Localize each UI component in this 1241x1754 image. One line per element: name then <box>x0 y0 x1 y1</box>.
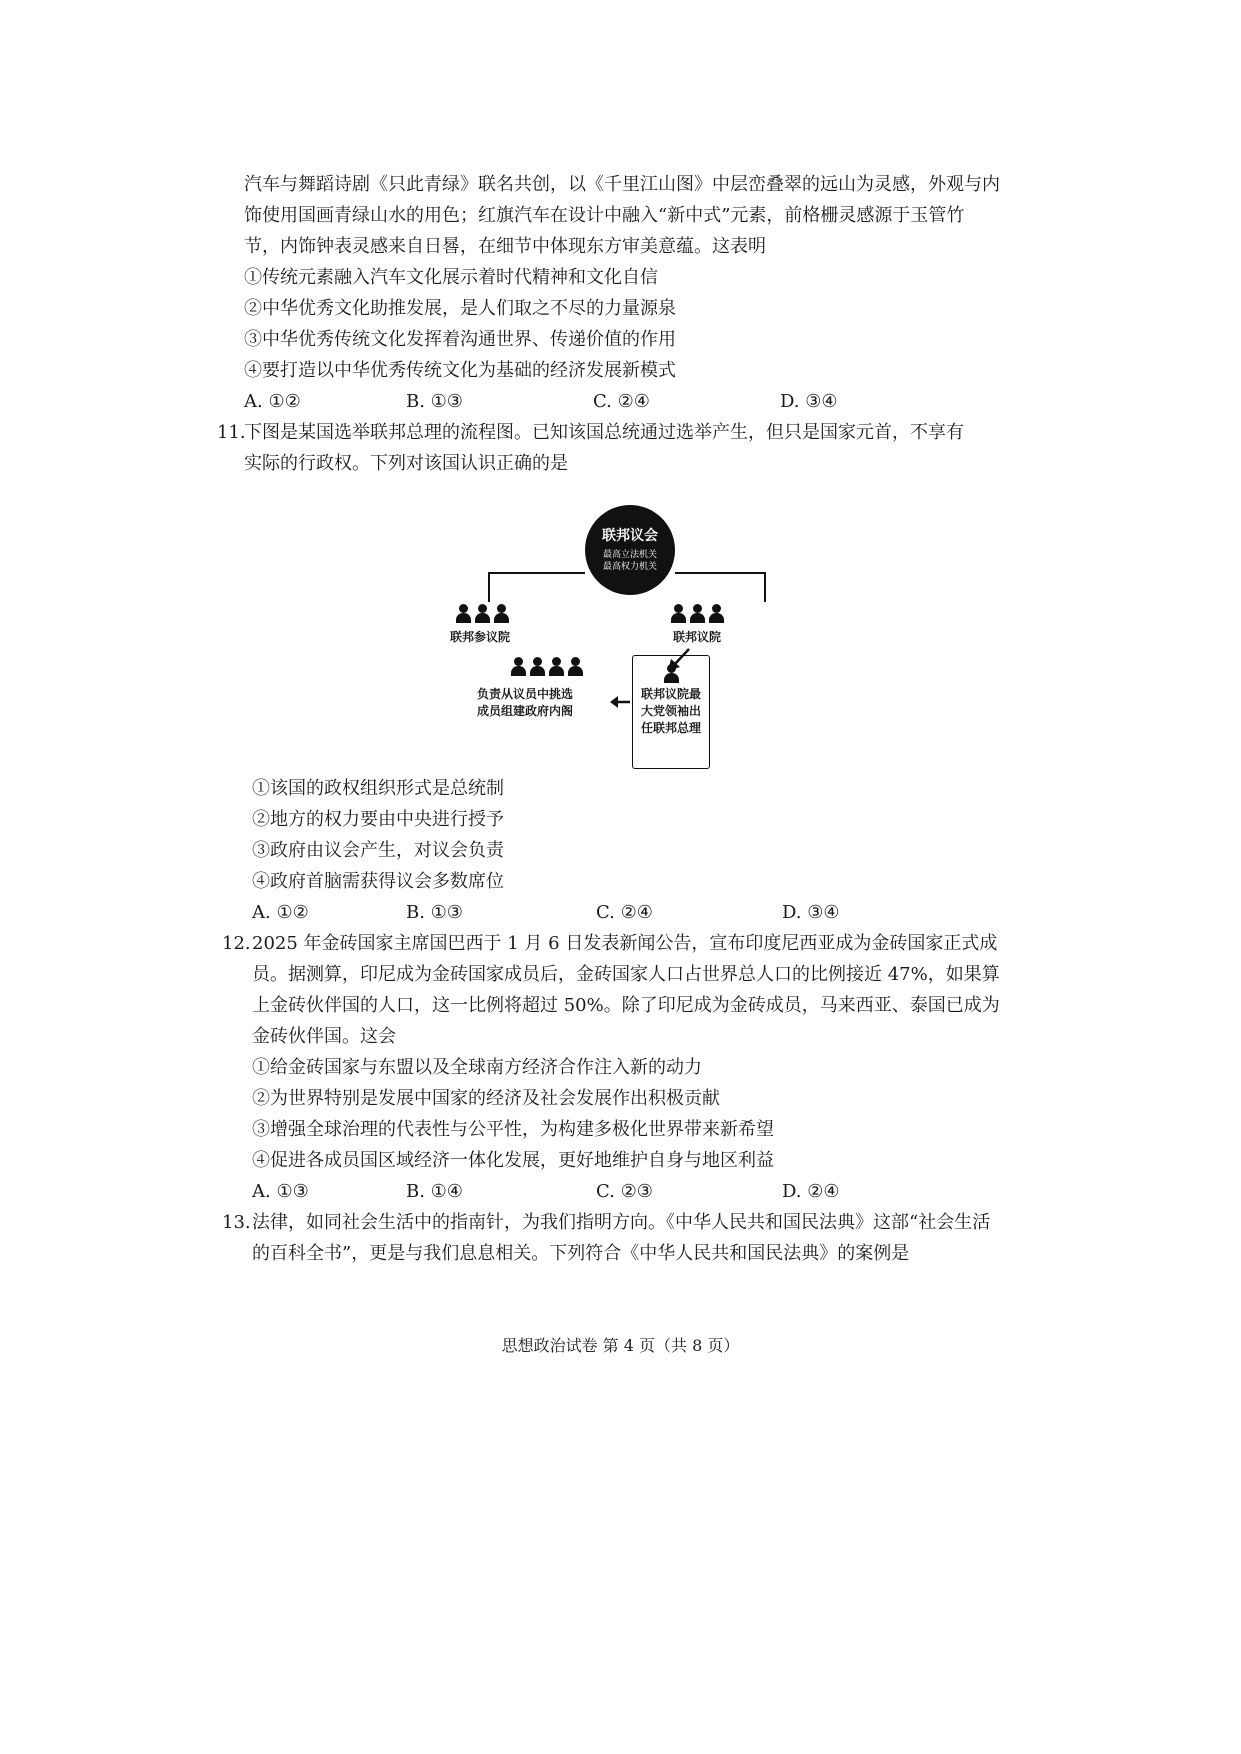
q11-option-d: D. ③④ <box>782 902 840 923</box>
q10-statement-4: ④要打造以中华优秀传统文化为基础的经济发展新模式 <box>244 360 676 381</box>
q12-line-1: 2025 年金砖国家主席国巴西于 1 月 6 日发表新闻公告，宣布印度尼西亚成为金砖国家正式成 <box>252 933 998 954</box>
connector-right-v <box>764 572 766 602</box>
q11-number: 11. <box>217 422 246 443</box>
q10-statement-3: ③中华优秀传统文化发挥着沟通世界、传递价值的作用 <box>244 329 676 350</box>
federal-assembly-title: 联邦议会 <box>602 528 658 544</box>
q12-line-3: 上金砖伙伴国的人口，这一比例将超过 50%。除了印尼成为金砖成员，马来西亚、泰国已成为 <box>252 995 1000 1016</box>
q13-number: 13. <box>222 1212 251 1233</box>
person-icon <box>529 657 546 677</box>
person-icon <box>493 604 510 624</box>
connector-right-h <box>675 572 765 574</box>
person-icon <box>510 657 527 677</box>
q12-option-d: D. ②④ <box>782 1181 840 1202</box>
person-icon <box>455 604 472 624</box>
person-icon <box>670 604 687 624</box>
chancellor-box <box>632 655 710 769</box>
cabinet-label-1: 负责从议员中挑选 <box>477 687 574 701</box>
q10-option-b: B. ①③ <box>406 391 463 412</box>
person-icon <box>663 664 680 684</box>
chancellor-label-1: 联邦议院最 <box>640 687 701 701</box>
bundestag-people-icons <box>670 604 725 624</box>
q11-statement-4: ④政府首脑需获得议会多数席位 <box>252 871 504 892</box>
q11-statement-3: ③政府由议会产生，对议会负责 <box>252 840 504 861</box>
chancellor-label-2: 大党领袖出 <box>640 704 701 718</box>
federal-assembly-sub-1: 最高立法机关 <box>602 550 657 560</box>
q12-statement-4: ④促进各成员国区域经济一体化发展，更好地维护自身与地区利益 <box>252 1150 774 1171</box>
q10-option-d: D. ③④ <box>780 391 838 412</box>
bundestag-label: 联邦议院 <box>673 630 722 644</box>
cabinet-label-2: 成员组建政府内阁 <box>477 704 574 718</box>
chancellor-label-3: 任联邦总理 <box>640 721 701 735</box>
q10-line-3: 节，内饰钟表灵感来自日晷，在细节中体现东方审美意蕴。这表明 <box>244 236 766 257</box>
q11-line-2: 实际的行政权。下列对该国认识正确的是 <box>244 453 568 474</box>
q10-option-c: C. ②④ <box>593 391 650 412</box>
q10-line-1: 汽车与舞蹈诗剧《只此青绿》联名共创，以《千里江山图》中层峦叠翠的远山为灵感，外观与内 <box>244 174 1000 195</box>
q12-option-b: B. ①④ <box>406 1181 463 1202</box>
q12-number: 12. <box>222 933 251 954</box>
federal-assembly-subtitle <box>585 549 675 573</box>
q10-statement-1: ①传统元素融入汽车文化展示着时代精神和文化自信 <box>244 267 658 288</box>
q11-statement-1: ①该国的政权组织形式是总统制 <box>252 778 504 799</box>
chancellor-label <box>635 686 707 737</box>
person-icon <box>567 657 584 677</box>
connector-left-v <box>488 572 490 602</box>
q11-line-1: 下图是某国选举联邦总理的流程图。已知该国总统通过选举产生，但只是国家元首，不享有 <box>244 422 964 443</box>
federal-assembly-circle <box>585 505 675 595</box>
senate-label: 联邦参议院 <box>450 630 511 644</box>
q11-option-c: C. ②④ <box>596 902 653 923</box>
q11-statement-2: ②地方的权力要由中央进行授予 <box>252 809 504 830</box>
person-icon <box>548 657 565 677</box>
q10-statement-2: ②中华优秀文化助推发展，是人们取之不尽的力量源泉 <box>244 298 676 319</box>
federal-assembly-sub-2: 最高权力机关 <box>602 562 657 572</box>
q10-line-2: 饰使用国画青绿山水的用色；红旗汽车在设计中融入“新中式”元素，前格栅灵感源于玉管竹 <box>244 205 965 226</box>
q12-option-c: C. ②③ <box>596 1181 653 1202</box>
q12-option-a: A. ①③ <box>252 1181 309 1202</box>
flowchart-diagram <box>450 505 790 775</box>
q12-statement-1: ①给金砖国家与东盟以及全球南方经济合作注入新的动力 <box>252 1057 702 1078</box>
arrow-left-icon <box>610 695 632 709</box>
q12-statement-3: ③增强全球治理的代表性与公平性，为构建多极化世界带来新希望 <box>252 1119 774 1140</box>
q12-statement-2: ②为世界特别是发展中国家的经济及社会发展作出积极贡献 <box>252 1088 720 1109</box>
connector-left-h <box>488 572 585 574</box>
q13-line-2: 的百科全书”，更是与我们息息相关。下列符合《中华人民共和国民法典》的案例是 <box>252 1243 910 1264</box>
q12-line-4: 金砖伙伴国。这会 <box>252 1026 396 1047</box>
cabinet-people-icons <box>510 657 584 677</box>
q12-line-2: 员。据测算，印尼成为金砖国家成员后，金砖国家人口占世界总人口的比例接近 47%，如果算 <box>252 964 1000 985</box>
q11-option-b: B. ①③ <box>406 902 463 923</box>
q10-option-a: A. ①② <box>244 391 301 412</box>
person-icon <box>689 604 706 624</box>
person-icon <box>708 604 725 624</box>
page-footer: 思想政治试卷 第 4 页（共 8 页） <box>501 1336 740 1355</box>
person-icon <box>474 604 491 624</box>
senate-people-icons <box>455 604 510 624</box>
q13-line-1: 法律，如同社会生活中的指南针，为我们指明方向。《中华人民共和国民法典》这部“社会生活 <box>252 1212 991 1233</box>
q11-option-a: A. ①② <box>252 902 309 923</box>
